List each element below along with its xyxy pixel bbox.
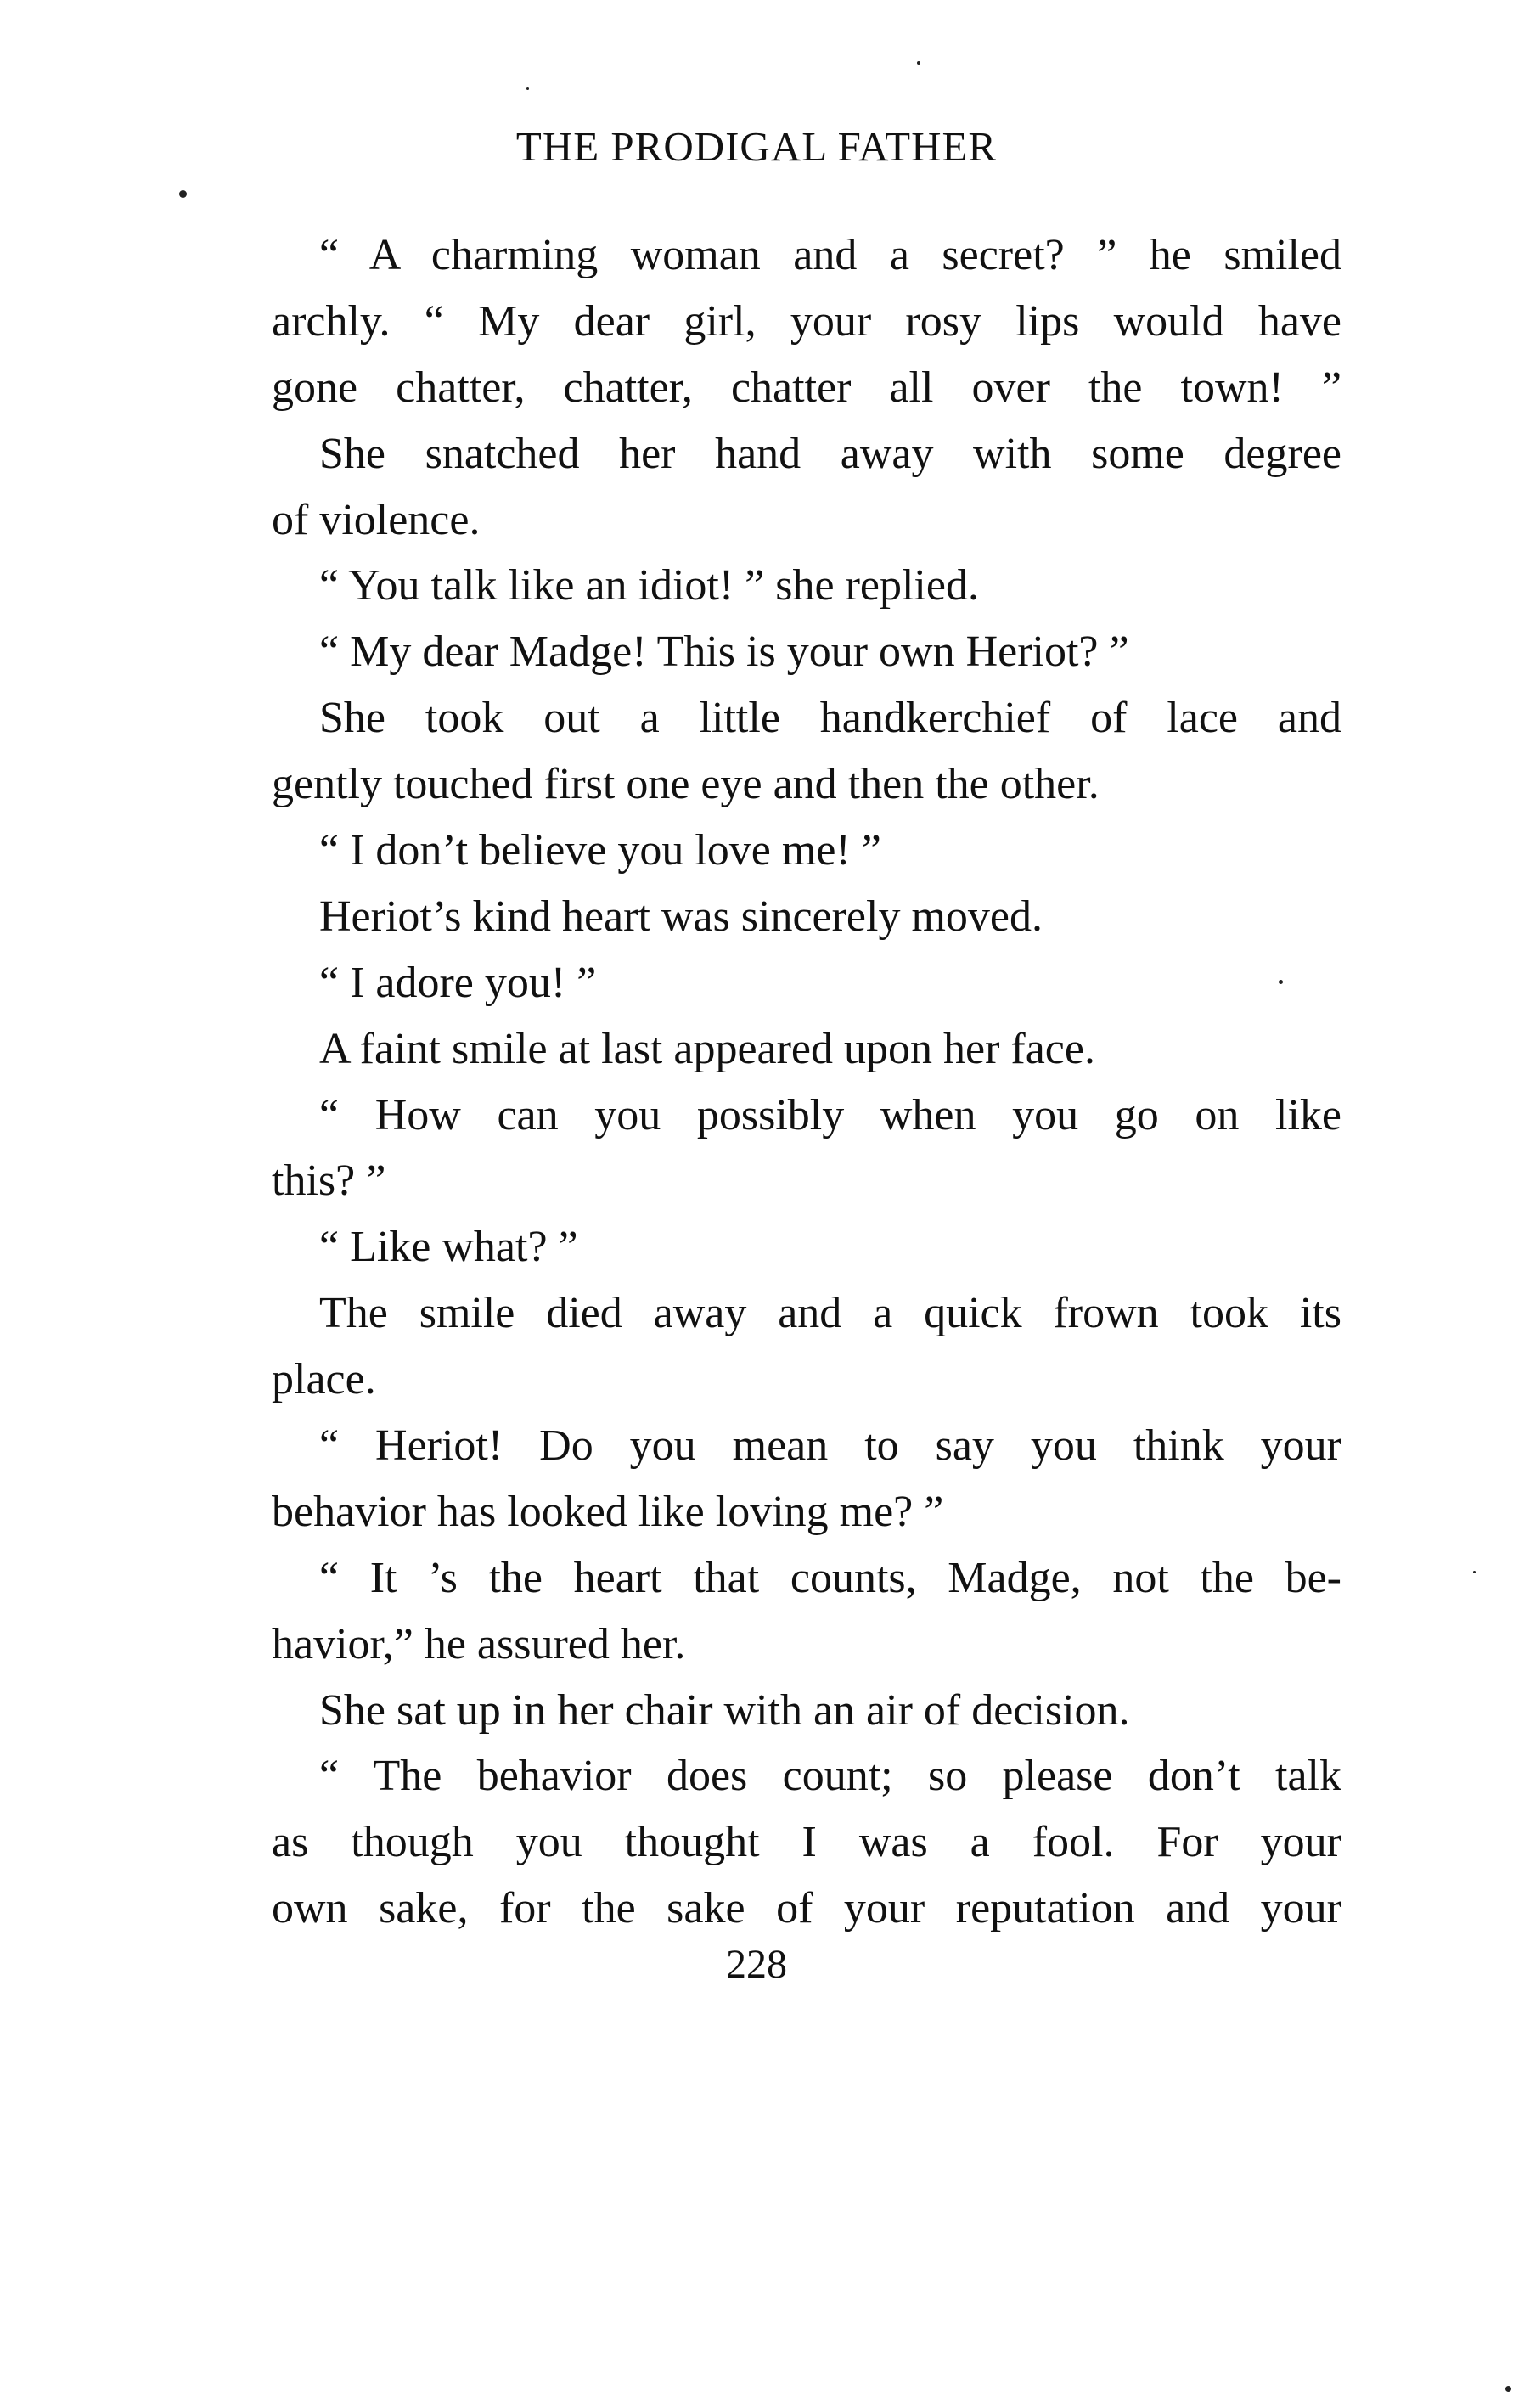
paper-speck [179,190,187,198]
text-line: “ It ’s the heart that counts, Madge, not the be- [319,1553,1341,1602]
text-line: “ I adore you! ” [319,958,597,1007]
text-line: gone chatter, chatter, chatter all over the town! ” [272,363,1341,412]
text-line: behavior has looked like loving me? ” [272,1487,944,1536]
text-line: She snatched her hand away with some degree [319,429,1341,478]
text-line: She took out a little handkerchief of lace and [319,694,1341,743]
text-line: “ I don’t believe you love me! ” [319,826,881,875]
text-line: “ The behavior does count; so please don’t talk [319,1752,1341,1801]
text-line: own sake, for the sake of your reputation and your [272,1884,1341,1933]
paper-speck [917,61,920,65]
text-line: “ A charming woman and a secret? ” he smiled [319,231,1341,279]
text-line: as though you thought I was a fool. For your [272,1818,1341,1867]
text-line: “ My dear Madge! This is your own Heriot? ” [319,627,1129,677]
text-line: place. [272,1355,376,1404]
paper-speck [1279,980,1283,984]
text-line: havior,” he assured her. [272,1619,686,1668]
text-line: archly. “ My dear girl, your rosy lips would have [272,296,1341,346]
page-number: 228 [726,1942,787,1987]
paper-speck [526,87,529,90]
text-line: this? ” [272,1156,386,1206]
text-line: “ Like what? ” [319,1223,578,1272]
paper-speck [1473,1571,1476,1573]
text-line: A faint smile at last appeared upon her face. [319,1024,1095,1073]
text-line: She sat up in her chair with an air of decision. [319,1685,1130,1735]
text-line: The smile died away and a quick frown took its [319,1289,1341,1338]
body-text [272,222,1341,1942]
text-line: “ Heriot! Do you mean to say you think your [319,1421,1341,1471]
text-line: gently touched first one eye and then the other. [272,760,1100,809]
text-line: “ You talk like an idiot! ” she replied. [319,561,979,610]
text-line: Heriot’s kind heart was sincerely moved. [319,892,1043,941]
text-line: of violence. [272,495,481,544]
text-line: “ How can you possibly when you go on like [319,1090,1341,1139]
running-head: THE PRODIGAL FATHER [515,123,998,170]
paper-speck [1505,2386,1511,2392]
